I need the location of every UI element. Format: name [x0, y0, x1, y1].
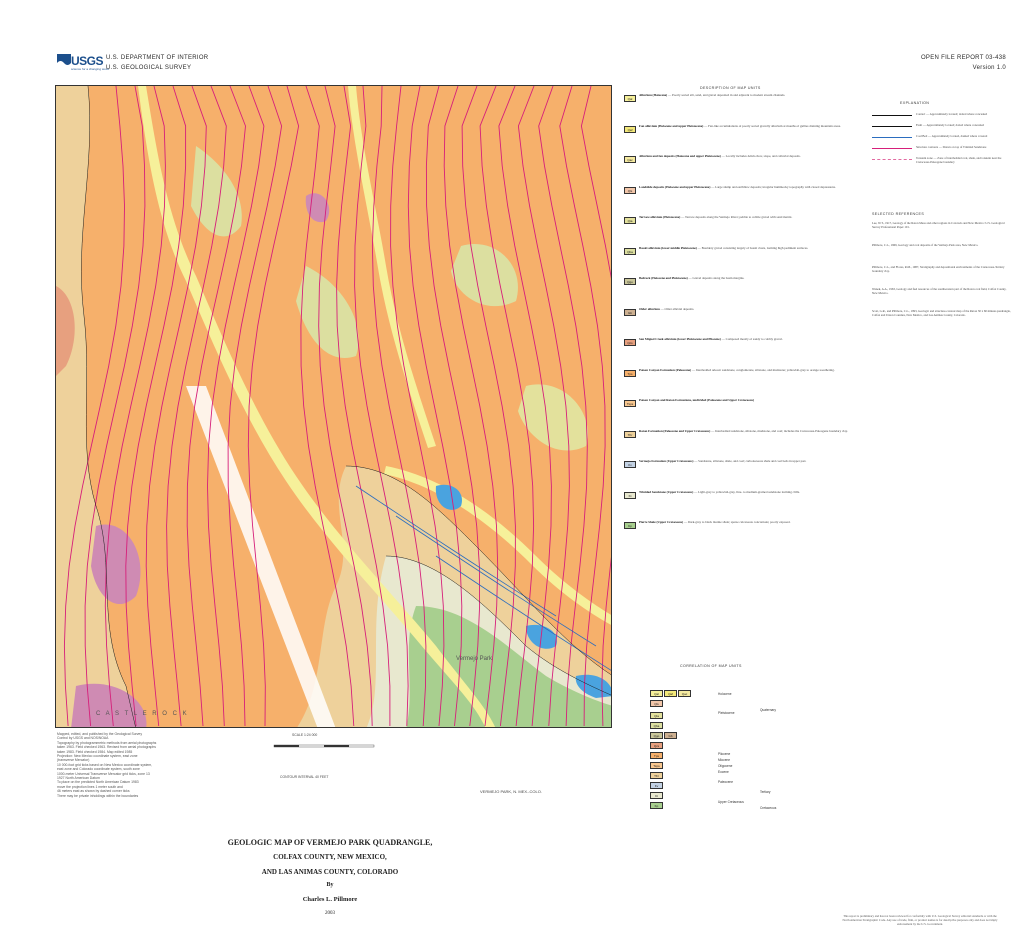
explanation-symbol [872, 115, 912, 118]
correlation-unit-box: Qaf [664, 690, 677, 697]
disclaimer: This report is preliminary and has not been reviewed for conformity with U.S. Geological Survey editorial standards or with the North American Stratigraphic Code. Any use of trade, firm, or product names is for descriptive purposes only and does not imply endorsement by the U.S. Government. [842, 914, 998, 926]
correlation-era-label: Pleistocene [718, 711, 735, 715]
credit-line: Mapped, edited, and published by the Geological Survey [57, 732, 143, 736]
report-version: Version 1.0 [972, 65, 1006, 71]
map-credits [57, 732, 247, 798]
usgs-logo [57, 54, 110, 74]
usgs-wave-icon [57, 54, 71, 68]
legend-swatch: Qba [624, 248, 636, 255]
correlation-unit-box: Kp [650, 802, 663, 809]
map-year: 2003 [325, 911, 335, 916]
legend-unit-description: Fan alluvium (Holocene and upper Pleistocene) — Fan-like accumulations of poorly sorted gravelly alluvium at mouths of gullies draining mountain areas. [639, 124, 841, 128]
credit-line: east zone and Colorado coordinate system, south zone [57, 767, 140, 772]
legend-unit-description: Pierre Shale (Upper Cretaceous) — Dark-gray to black marine shale; sparse calcareous concretions; poorly exposed. [639, 521, 791, 524]
legend-swatch: Kp [624, 522, 636, 529]
quad-name: VERMEJO PARK, N. MEX.-COLO. [480, 789, 542, 794]
legend-swatch: Qac [624, 156, 636, 163]
legend-unit-description: Basalt alluvium (lower middle Pleistocene) — Bouldery gravel consisting largely of basalt clasts, forming high pediment surfaces. [639, 246, 809, 250]
legend-swatch: Qls [624, 187, 636, 194]
credit-line: To place on the predicted North American Datum 1983 [57, 780, 139, 785]
report-id: OPEN FILE REPORT 03-438 [920, 55, 1006, 61]
correlation-era-label: Miocene [718, 758, 731, 762]
legend-unit-description: Alluvium (Holocene) — Poorly sorted silt, sand, and gravel deposited in and adjacent to modern stream channels. [639, 94, 786, 97]
map-title-line-2: COLFAX COUNTY, NEW MEXICO, [273, 853, 387, 861]
legend-swatch: Kt [624, 492, 636, 499]
legend-unit-description: Poison Canyon Formation (Paleocene) — Interbedded arkosic sandstone, conglomerate, siltstone, and mudstone; yellowish-gray to orange-weathering. [639, 368, 835, 372]
legend-unit-description: Terrace alluvium (Pleistocene) — Terrace deposits along the Vermejo River; pebble to cobble gravel with sand matrix. [639, 216, 793, 219]
correlation-unit-box: Qcs [650, 742, 663, 749]
reference-entry: Wanek, A.A., 1963, Geology and fuel resources of the southwestern part of the Raton coal field, Colfax County, New Mexico. [872, 287, 1007, 295]
agency-line-2: U.S. GEOLOGICAL SURVEY [106, 65, 192, 71]
map-title-line-3: AND LAS ANIMAS COUNTY, COLORADO [261, 868, 399, 876]
credit-line: 1927 North American Datum [57, 776, 100, 781]
place-label-vermejo-park: Vermejo Park [456, 656, 493, 662]
legend-swatch: Tps [624, 370, 636, 377]
correlation-unit-box: Qac [678, 690, 691, 697]
legend-swatch: Gb [624, 309, 636, 316]
correlation-era-label: Quaternary [760, 708, 776, 712]
correlation-era-label: Tertiary [760, 790, 771, 794]
correlation-unit-box: Qgo [650, 732, 663, 739]
reference-entry: Pillmore, C.L., and Flores, R.M., 1987, Stratigraphy and depositional environments of the Cretaceous-Tertiary boundary clay. [872, 265, 1005, 273]
correlation-unit-box: TKr [650, 772, 663, 779]
correlation-unit-box: Qba [650, 722, 663, 729]
explanation-symbol [872, 126, 912, 129]
explanation-symbol [872, 137, 912, 140]
legend-swatch: Tkps [624, 400, 636, 407]
legend-swatch: Qaf [624, 126, 636, 133]
credit-line: taken 1963. Field checked 1963. Revised from aerial photographs [57, 745, 156, 750]
legend-unit-description: Landslide deposits (Holocene and upper Pleistocene) — Large slump and earthflow deposits; irregular hummocky topography with closed depressions. [639, 185, 836, 189]
explanation-symbol [872, 159, 912, 162]
legend-swatch: TKr [624, 431, 636, 438]
reference-entry: Pillmore, C.L., 1969, Geology and coal deposits of the Vermejo Park area, New Mexico. [872, 243, 979, 247]
agency-line-1: U.S. DEPARTMENT OF INTERIOR [106, 55, 209, 61]
correlation-era-label: Cretaceous [760, 806, 777, 810]
reference-entry: Lee, W.T., 1917, Geology of the Raton Mesa and other regions in Colorado and New Mexico: U.S. Geological Survey Professional Paper 101. [872, 221, 1005, 229]
explanation-label: Structure contours — Drawn on top of Trinidad Sandstone [916, 145, 987, 149]
map-title-by: By [326, 882, 334, 888]
legend-unit-description: San Miguel Creek alluvium (lower Pleistocene and Pliocene) — Composed mostly of sandy to cobbly gravel. [639, 338, 783, 341]
legend-swatch: Qgo [624, 278, 636, 285]
credit-line: 46 meters east as shown by dashed corner ticks [57, 789, 130, 794]
credit-line: Projection: New Mexico coordinate system, east zone [57, 754, 138, 759]
legend-unit-description: Older alluvium — Older alluvial deposits. [639, 307, 695, 311]
explanation-label: Coal Bed — Approximately located, dashed where covered [916, 134, 988, 138]
explanation-title: EXPLANATION [900, 101, 930, 105]
correlation-title: CORRELATION OF MAP UNITS [680, 664, 742, 668]
legend-unit-description: Alluvium and fan deposits (Holocene and upper Pleistocene) — Locally includes debris-flow, slope, and colluvial deposits. [639, 155, 801, 158]
correlation-unit-box: Qls [650, 700, 663, 707]
legend-unit-description: Vermejo Formation (Upper Cretaceous) — Sandstone, siltstone, shale, and coal; carbonaceous shale and coal beds in upper part. [639, 460, 807, 463]
reference-entry: Scott, G.R., and Pillmore, C.L., 1993, Geologic and structure-contour map of the Raton 30 x 60 minute quadrangle, Colfax and Union Counties, New Mexico, and Las Animas County, Colorado. [872, 309, 1011, 317]
usgs-tagline: science for a changing world [71, 67, 110, 71]
credit-line: There may be private inholdings within the boundaries [57, 793, 139, 798]
contour-interval: CONTOUR INTERVAL 40 FEET [280, 775, 329, 779]
references-title: SELECTED REFERENCES [872, 212, 925, 216]
correlation-era-label: Paleocene [718, 780, 734, 784]
correlation-unit-box: Tps [650, 752, 663, 759]
scale-bar [264, 737, 384, 767]
correlation-unit-box: Qta [650, 712, 663, 719]
correlation-unit-box: Kv [650, 782, 663, 789]
credit-line: taken 1983. Field checked 1984. Map edited 1985 [57, 749, 133, 754]
credit-line: (transverse Mercator) [57, 758, 90, 763]
legend-swatch: Kv [624, 461, 636, 468]
scale-label: SCALE 1:24 000 [292, 733, 318, 737]
credit-line: 10 000-foot grid ticks based on New Mexico coordinate system, [57, 762, 153, 767]
credit-line: Topography by photogrammetric methods from aerial photographs [57, 740, 157, 745]
geologic-map[interactable] [55, 85, 612, 728]
legend-unit-description: Poison Canyon and Raton Formations, undivided (Paleocene and Upper Cretaceous) [639, 399, 754, 402]
map-title-line-1: GEOLOGIC MAP OF VERMEJO PARK QUADRANGLE, [227, 838, 433, 847]
explanation-label: Fault — Approximately located; dotted where concealed [916, 123, 984, 127]
map-author: Charles L. Pillmore [302, 896, 358, 903]
correlation-unit-box: Gb [664, 732, 677, 739]
usgs-wordmark: USGS [71, 54, 104, 68]
correlation-unit-box: Qal [650, 690, 663, 697]
explanation-item [872, 135, 1012, 143]
correlation-era-label: Pliocene [718, 752, 731, 756]
explanation-item [872, 146, 1012, 154]
correlation-era-label: Holocene [718, 692, 732, 696]
legend-unit-description: Trinidad Sandstone (Upper Cretaceous) — Light-gray to yellowish-gray, fine- to medium-grained sandstone forming cliffs. [639, 490, 800, 494]
explanation-item [872, 113, 1012, 121]
credit-line: move the projection lines 1 meter south and [57, 784, 123, 789]
legend-swatch: Qcs [624, 339, 636, 346]
legend-swatch: Qal [624, 95, 636, 102]
correlation-unit-box: Kt [650, 792, 663, 799]
place-label-castle-rock: C A S T L E R O C K [96, 711, 189, 717]
explanation-label: Tonstein zone — Zone of interbedded coal, shale, and tonstein near the Cretaceous-Paleogene boundary [916, 156, 1002, 164]
legend-unit-description: Raton Formation (Paleocene and Upper Cretaceous) — Interbedded sandstone, siltstone, mudstone, and coal; includes the Cretaceous-Paleogene boundary clay. [639, 429, 848, 433]
correlation-unit-box: Tkps [650, 762, 663, 769]
correlation-era-label: Oligocene [718, 764, 733, 768]
correlation-era-label: Eocene [718, 770, 729, 774]
credit-line: 1000-meter Universal Transverse Mercator grid ticks, zone 13 [57, 771, 150, 776]
explanation-item [872, 157, 1012, 165]
legend-title: DESCRIPTION OF MAP UNITS [700, 86, 761, 90]
credit-line: Control by USGS and NOS/NOAA [57, 736, 109, 741]
explanation-item [872, 124, 1012, 132]
explanation-label: Contact — Approximately located; dotted where concealed [916, 112, 988, 116]
map-canvas [56, 86, 612, 728]
legend-swatch: Qta [624, 217, 636, 224]
explanation-symbol [872, 148, 912, 151]
correlation-era-label: Upper Cretaceous [718, 800, 744, 804]
legend-unit-description: Bedrock (Holocene and Pleistocene) — Gravel deposits along the basin margins. [639, 277, 745, 280]
